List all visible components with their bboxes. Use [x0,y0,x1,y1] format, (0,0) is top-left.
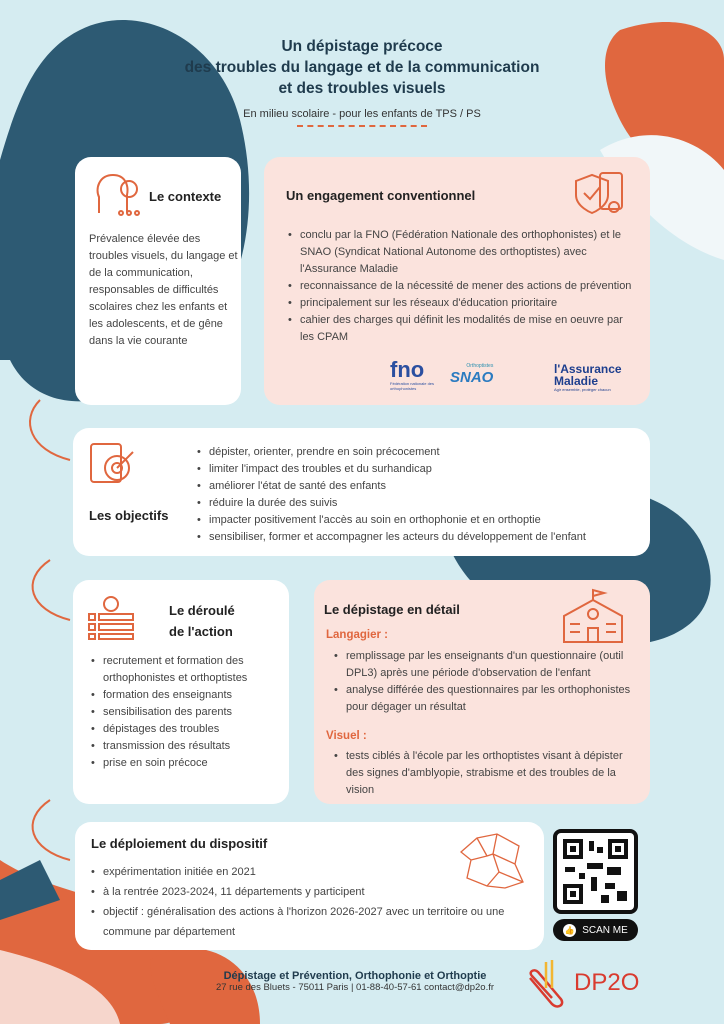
title-line-1: Un dépistage précoce [281,38,443,55]
list-item: • recrutement et formation des orthophonistes et orthoptistes [89,653,285,687]
objectifs-card [73,428,650,556]
list-item: • analyse différée des questionnaires par les orthophonistes pour dégager un résultat [332,682,638,716]
title-line-2: des troubles du langage et de la communication [184,59,540,76]
thumbs-up-icon: 👍 [564,925,575,935]
list-item: • formation des enseignants [89,687,285,704]
deploiement-card [75,822,544,950]
list-item: • expérimentation initiée en 2021 [89,862,509,882]
dp2o-logo: DP2O [522,958,639,1008]
objectifs-list [195,444,645,546]
deploiement-list [89,862,509,942]
list-item: • à la rentrée 2023-2024, 11 départements y participent [89,882,509,902]
footer-contact: 27 rue des Bluets - 75011 Paris | 01-88-40-57-61 contact@dp2o.fr [215,982,495,993]
langagier-label: Langagier : [326,629,388,641]
contexte-text: Prévalence élevée des troubles visuels, du langage et de la communication, responsables de difficultés scolaires chez les enfants et les adolescents, et de gêne dans la vie courante [89,233,238,347]
list-item: • dépister, orienter, prendre en soin précocement [195,444,645,461]
list-item: • réduire la durée des suivis [195,495,645,512]
list-item: • améliorer l'état de santé des enfants [195,478,645,495]
list-item: • dépistages des troubles [89,721,285,738]
head-gears-icon [91,169,143,217]
assurance-maladie-logo: l'Assurance Maladie Agir ensemble, protéger chacun [554,362,622,392]
subtitle: En milieu scolaire - pour les enfants de TPS / PS [243,108,481,120]
scan-me-label: SCAN ME [582,924,628,936]
detail-card [314,580,650,804]
engagement-card [264,157,650,405]
footer-org: Dépistage et Prévention, Orthophonie et Orthoptie [223,970,487,982]
snao-logo: Orthoptistes SNAO [450,363,494,386]
list-item: • impacter positivement l'accès au soin en orthophonie et en orthoptie [195,512,645,529]
list-item: • limiter l'impact des troubles et du surhandicap [195,461,645,478]
paperclip-pencil-icon [522,958,570,1008]
list-item: • prise en soin précoce [89,755,285,772]
list-item: • remplissage par les enseignants d'un questionnaire (outil DPL3) après une période d'observation de l'enfant [332,648,638,682]
list-item: • sensibiliser, former et accompagner les acteurs du développement de l'enfant [195,529,645,546]
qr-pattern-icon [557,833,634,910]
fno-logo: fno Fédération nationale des orthophonistes [390,357,435,391]
qr-code[interactable] [553,829,638,914]
deroule-card [73,580,289,804]
scan-me-button[interactable] [553,919,638,941]
school-icon [560,588,626,644]
divider [297,125,427,127]
list-item: • tests ciblés à l'école par les orthoptistes visant à dépister des signes d'amblyopie, strabisme et des troubles de la vision [332,748,638,799]
target-clipboard-icon [87,438,139,486]
engagement-list [286,227,636,346]
langagier-list [332,648,638,716]
list-item: • principalement sur les réseaux d'éducation prioritaire [286,295,636,312]
list-item: • sensibilisation des parents [89,704,285,721]
checklist-clock-icon [87,594,137,640]
contexte-title: Le contexte [149,189,222,204]
objectifs-title: Les objectifs [89,508,169,523]
list-item: • objectif : généralisation des actions à l'horizon 2026-2027 avec un territoire ou une commune par département [89,902,509,942]
title-line-3: et des troubles visuels [278,80,446,97]
header [0,36,724,127]
visuel-label: Visuel : [326,730,367,742]
deroule-list [89,653,285,772]
footer [190,970,520,993]
contexte-card [75,157,241,405]
detail-title: Le dépistage en détail [324,602,460,617]
deploiement-title: Le déploiement du dispositif [91,836,268,851]
engagement-title: Un engagement conventionnel [286,188,476,203]
list-item: • cahier des charges qui définit les modalités de mise en oeuvre par les CPAM [286,312,636,346]
contract-shield-icon [570,169,630,221]
deroule-title: Le déroulé de l'action [169,603,235,639]
list-item: • conclu par la FNO (Fédération Nationale des orthophonistes) et le SNAO (Syndicat National Autonome des orthoptistes) avec l'Assurance Maladie [286,227,636,278]
visuel-list [332,748,638,799]
list-item: • transmission des résultats [89,738,285,755]
list-item: • reconnaissance de la nécessité de mener des actions de prévention [286,278,636,295]
